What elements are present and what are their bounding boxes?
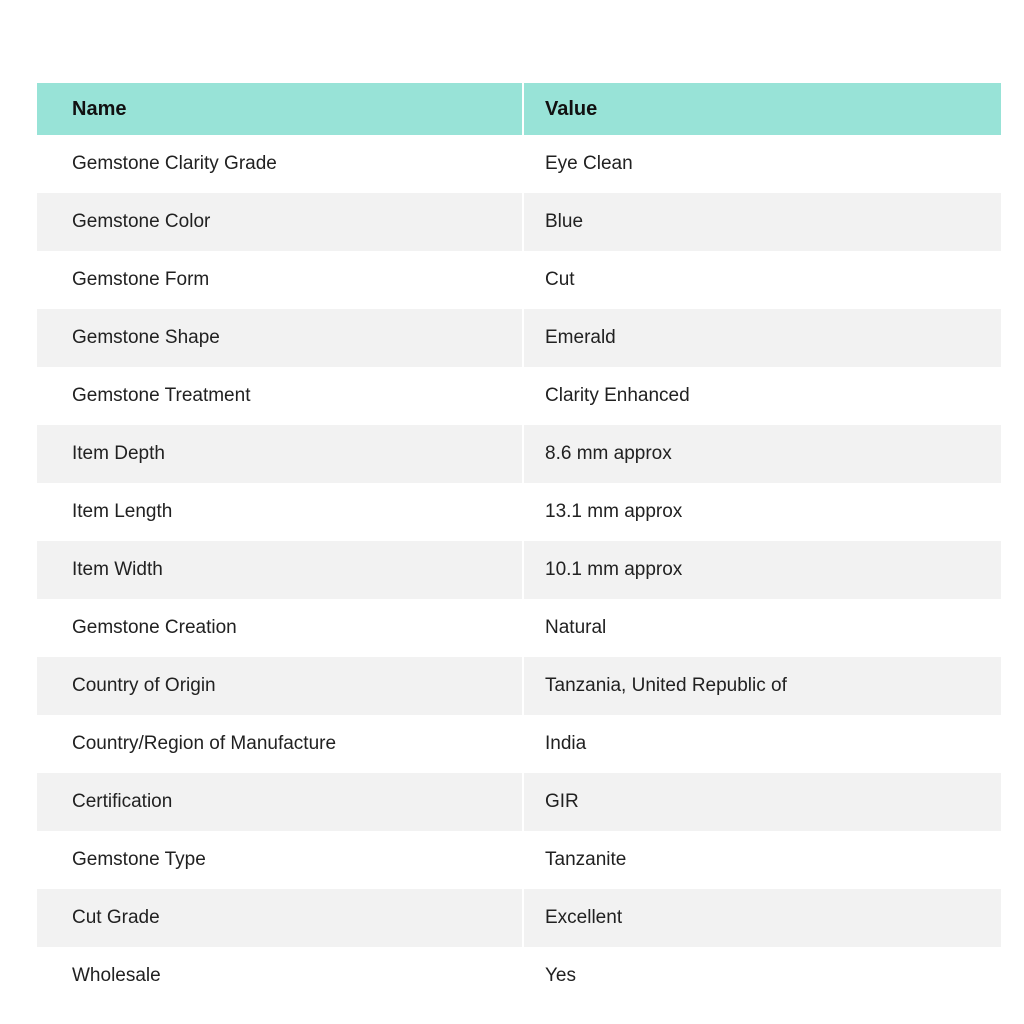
spec-value: India	[524, 715, 1001, 773]
table-row	[37, 599, 1001, 657]
spec-value: Excellent	[524, 889, 1001, 947]
spec-value: Eye Clean	[524, 135, 1001, 193]
spec-name: Item Depth	[37, 425, 522, 483]
spec-value: Clarity Enhanced	[524, 367, 1001, 425]
table-row	[37, 889, 1001, 947]
spec-name: Wholesale	[37, 947, 522, 1005]
table-row	[37, 193, 1001, 251]
spec-name: Gemstone Form	[37, 251, 522, 309]
spec-value: Natural	[524, 599, 1001, 657]
spec-name: Gemstone Shape	[37, 309, 522, 367]
spec-name: Certification	[37, 773, 522, 831]
spec-name: Item Length	[37, 483, 522, 541]
spec-value: 10.1 mm approx	[524, 541, 1001, 599]
spec-value: 8.6 mm approx	[524, 425, 1001, 483]
spec-value: Yes	[524, 947, 1001, 1005]
spec-name: Gemstone Color	[37, 193, 522, 251]
table-row	[37, 483, 1001, 541]
column-header-name: Name	[37, 83, 522, 135]
spec-name: Gemstone Clarity Grade	[37, 135, 522, 193]
spec-name: Gemstone Treatment	[37, 367, 522, 425]
table-row	[37, 135, 1001, 193]
item-specifics-table	[37, 83, 1001, 1005]
spec-name: Country of Origin	[37, 657, 522, 715]
spec-name: Gemstone Type	[37, 831, 522, 889]
spec-name: Country/Region of Manufacture	[37, 715, 522, 773]
table-row	[37, 831, 1001, 889]
table-row	[37, 367, 1001, 425]
table-row	[37, 715, 1001, 773]
spec-value: Emerald	[524, 309, 1001, 367]
spec-name: Item Width	[37, 541, 522, 599]
spec-value: Tanzanite	[524, 831, 1001, 889]
spec-name: Gemstone Creation	[37, 599, 522, 657]
table-row	[37, 947, 1001, 1005]
spec-value: GIR	[524, 773, 1001, 831]
spec-value: Tanzania, United Republic of	[524, 657, 1001, 715]
table-row	[37, 773, 1001, 831]
spec-name: Cut Grade	[37, 889, 522, 947]
table-row	[37, 309, 1001, 367]
table-body	[37, 135, 1001, 1005]
spec-value: Cut	[524, 251, 1001, 309]
table-header-row	[37, 83, 1001, 135]
table-row	[37, 425, 1001, 483]
table-row	[37, 657, 1001, 715]
table-row	[37, 251, 1001, 309]
spec-value: 13.1 mm approx	[524, 483, 1001, 541]
table-row	[37, 541, 1001, 599]
column-header-value: Value	[524, 83, 1001, 135]
spec-value: Blue	[524, 193, 1001, 251]
